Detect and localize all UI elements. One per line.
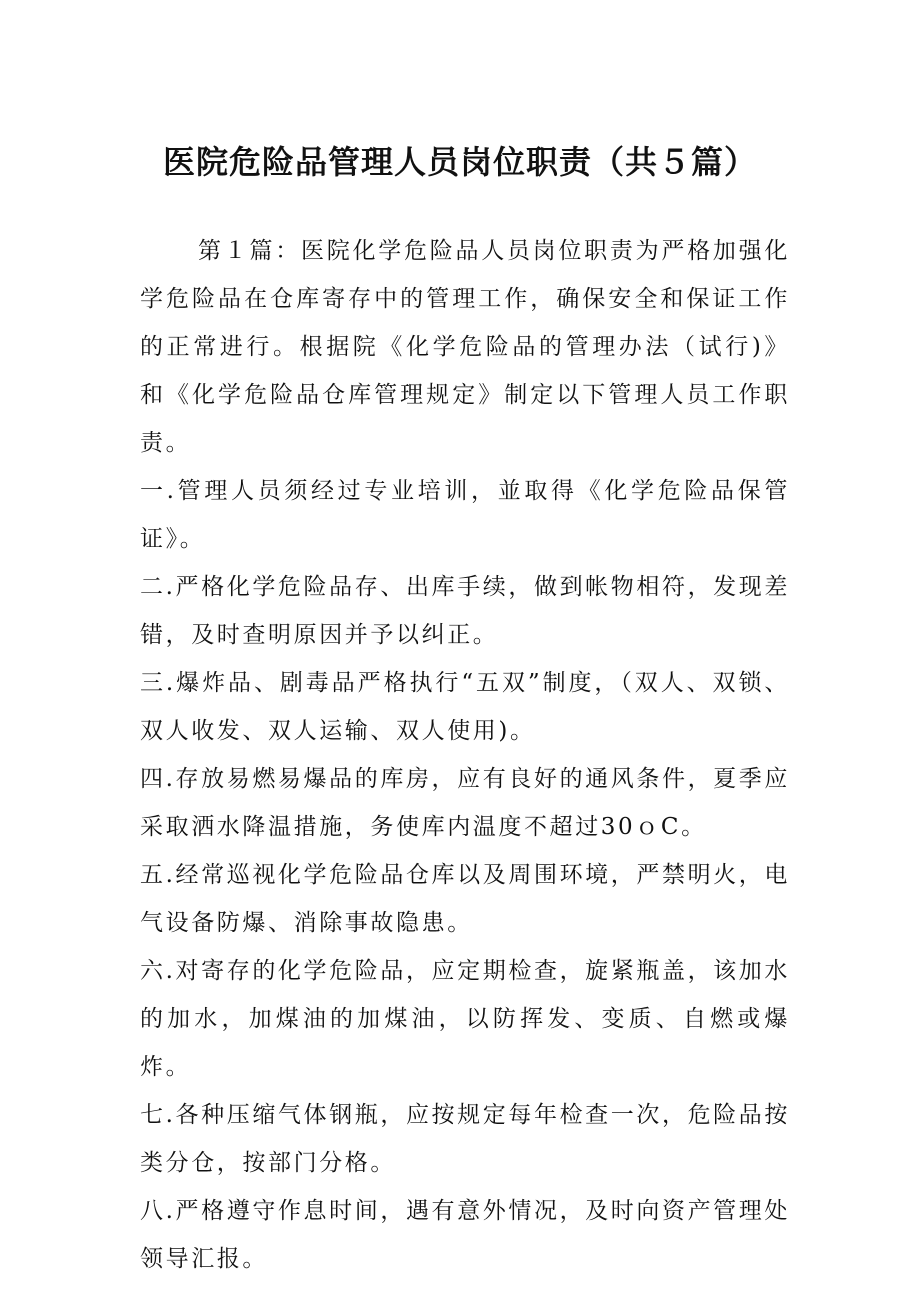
- duty-item-1: 一.管理人员须经过专业培训，並取得《化学危险品保管证》。: [140, 478, 790, 552]
- duty-item-5: 五.经常巡视化学危险品仓库以及周围环境，严禁明火，电气设备防爆、消除事故隐患。: [140, 862, 790, 936]
- document-title: 医院危险品管理人员岗位职责（共５篇）: [162, 143, 757, 181]
- intro-paragraph: 第１篇：医院化学危险品人员岗位职责为严格加强化学危险品在仓库寄存中的管理工作，确保安全和保证工作的正常进行。根据院《化学危险品的管理办法（试行)》和《化学危险品仓库管理规定》制定以下管理人员工作职责。: [140, 238, 790, 456]
- duty-item-8: 八.严格遵守作息时间，遇有意外情况，及时向资产管理处领导汇报。: [140, 1198, 790, 1272]
- duty-item-2: 二.严格化学危险品存、出库手续，做到帐物相符，发现差错，及时查明原因并予以纠正。: [140, 574, 790, 648]
- duty-item-6: 六.对寄存的化学危险品，应定期检查，旋紧瓶盖，该加水的加水，加煤油的加煤油，以防挥发、变质、自燃或爆炸。: [140, 958, 790, 1080]
- duty-item-4: 四.存放易燃易爆品的库房，应有良好的通风条件，夏季应采取洒水降温措施，务使库内温度不超过30ｏC。: [140, 766, 790, 840]
- document-body: [140, 227, 790, 1283]
- duty-item-3: 三.爆炸品、剧毒品严格执行“五双”制度，（双人、双锁、双人收发、双人运输、双人使用)。: [140, 670, 790, 744]
- duty-item-7: 七.各种压缩气体钢瓶，应按规定每年检查一次，危险品按类分仓，按部门分格。: [140, 1102, 790, 1176]
